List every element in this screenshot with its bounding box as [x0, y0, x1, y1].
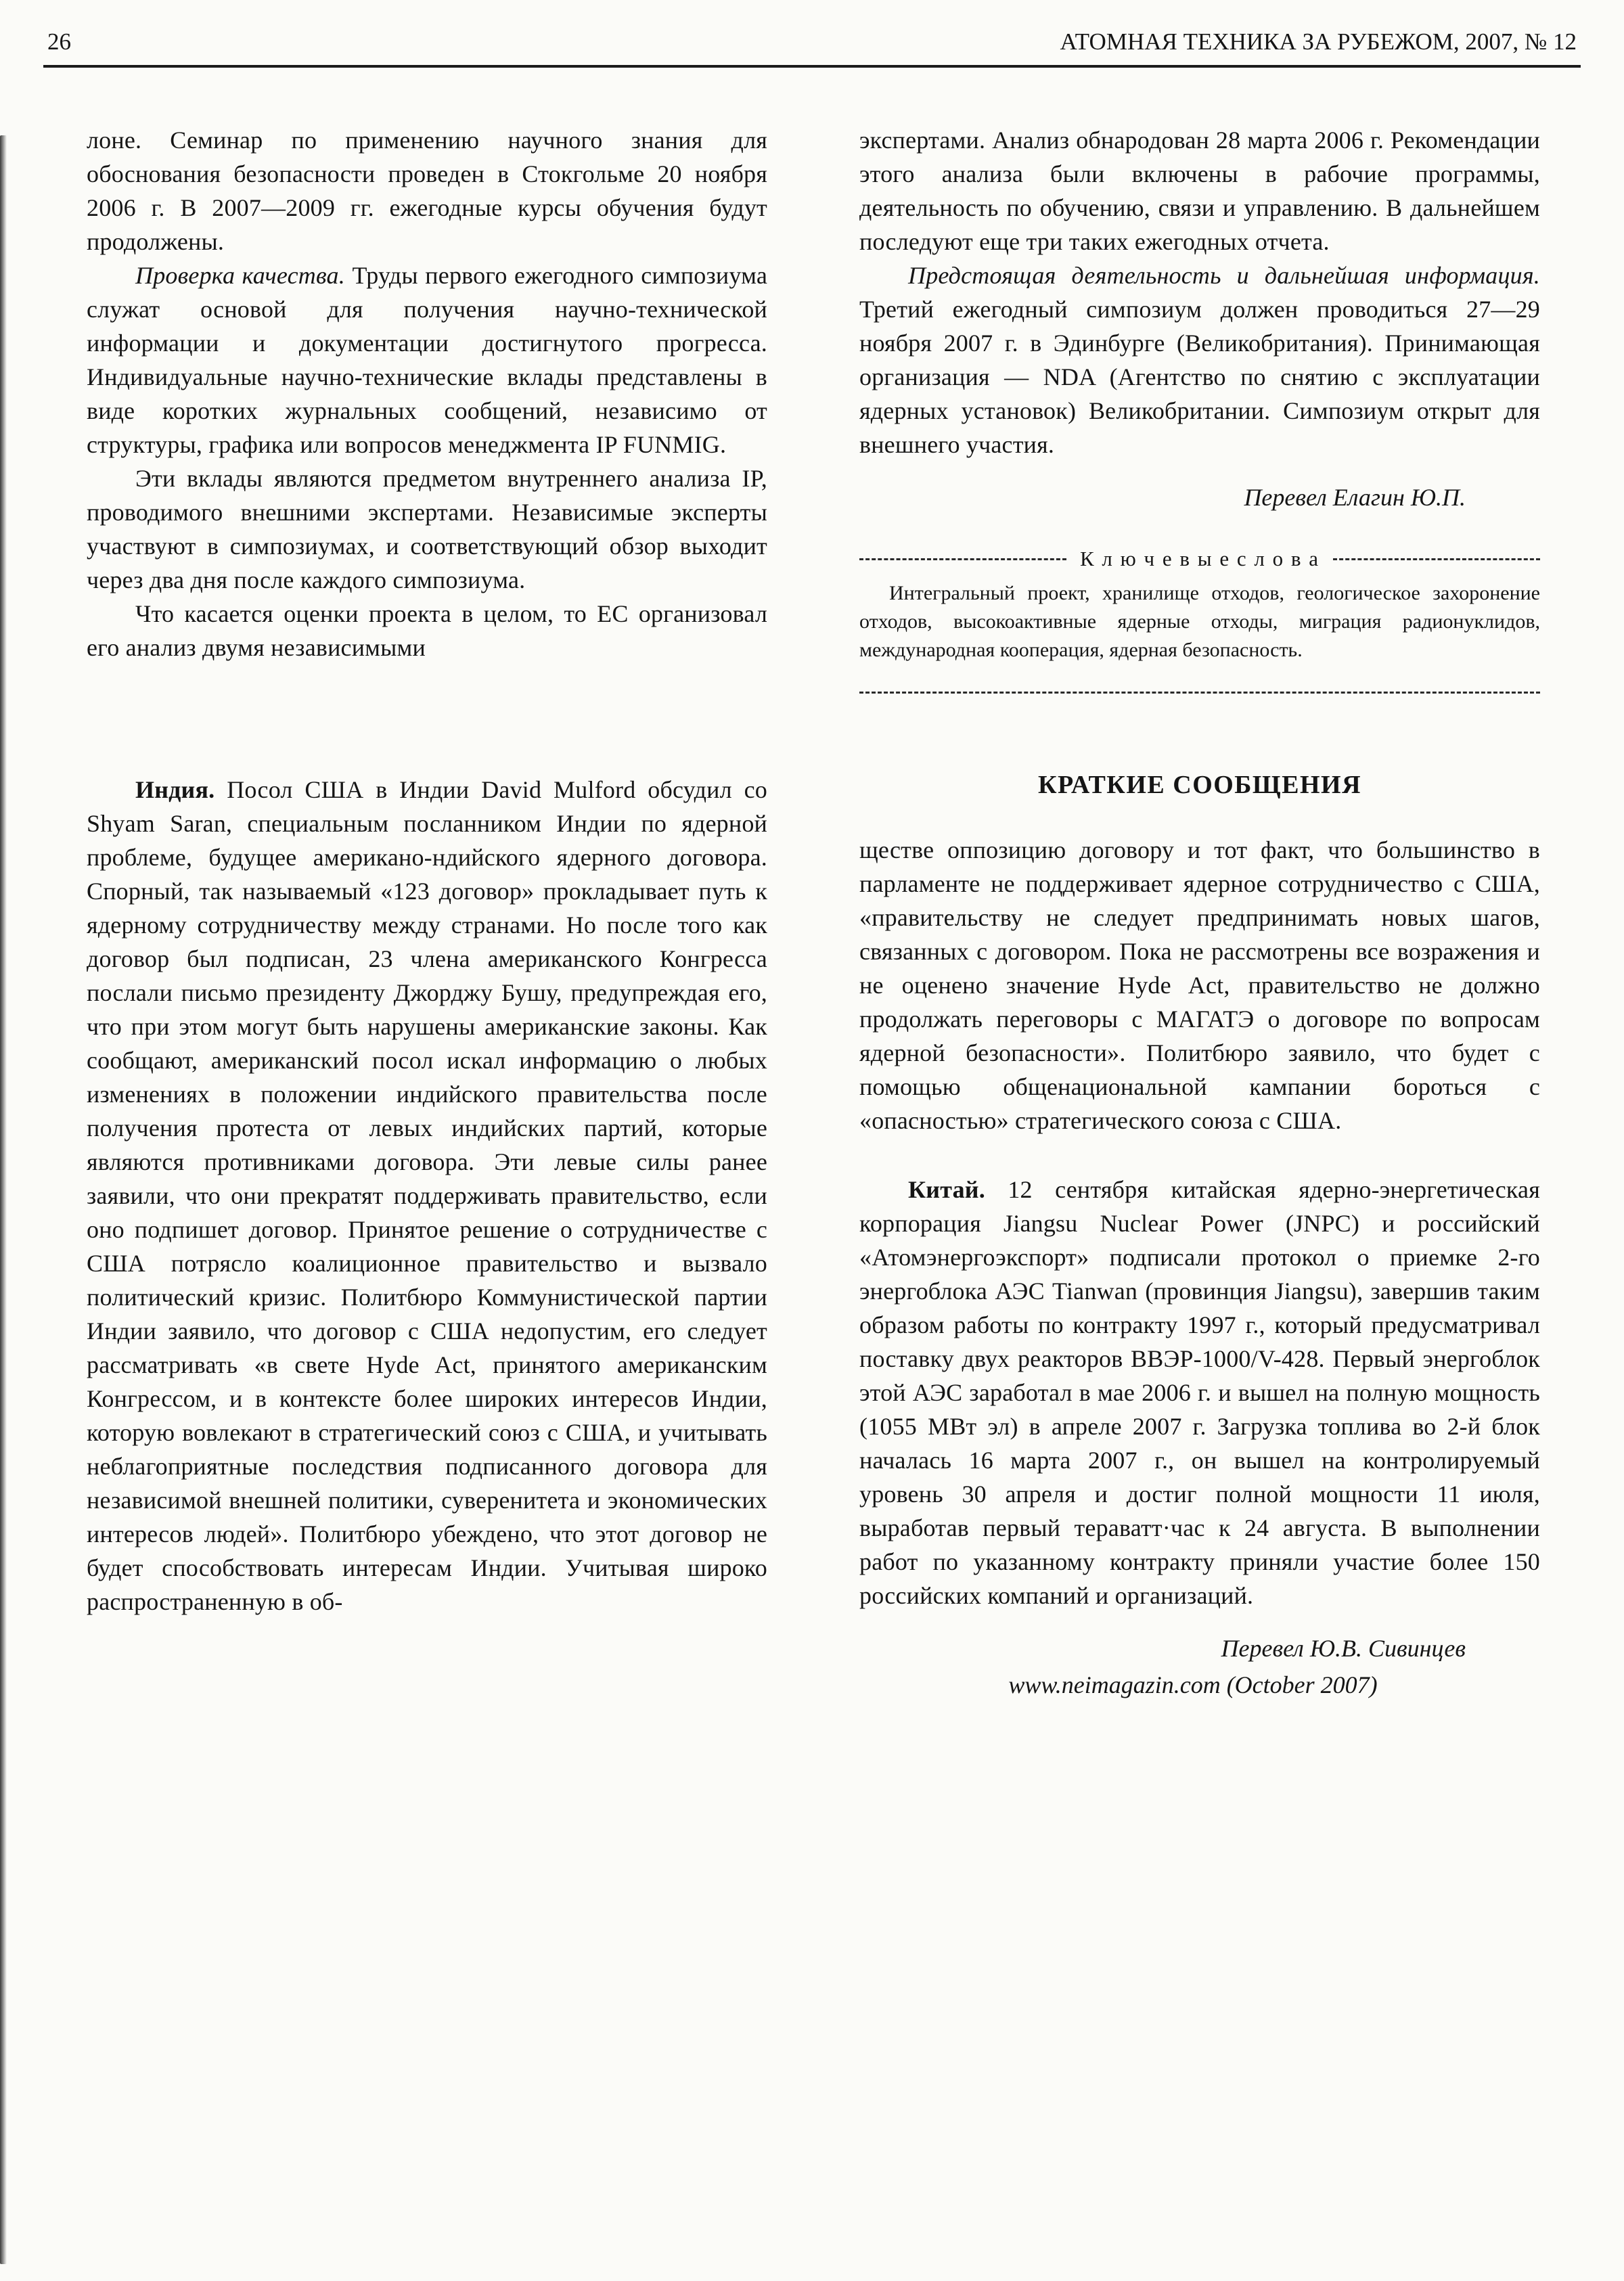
- paragraph: [859, 123, 1540, 258]
- left-column: [87, 123, 767, 1702]
- keywords-header: [859, 545, 1540, 572]
- journal-title: АТОМНАЯ ТЕХНИКА ЗА РУБЕЖОМ, 2007, № 12: [1060, 28, 1577, 55]
- paragraph-text: лоне. Семинар по применению научного знания для обоснования безопасности проведен в Стокгольме 20 ноября 2006 г. В 2007—2009 гг. ежегодные курсы обучения будут продолжены.: [87, 127, 767, 255]
- paragraph-lead: Проверка качества.: [135, 262, 345, 289]
- dash-line: [1333, 558, 1540, 560]
- right-column: [859, 123, 1540, 1702]
- dash-line: [859, 558, 1066, 560]
- page-header: [0, 0, 1624, 55]
- paragraph-text: 12 сентября китайская ядерно-энергетическая корпорация Jiangsu Nuclear Power (JNPC) и российский «Атомэнергоэкспорт» подписали протокол о приемке 2-го энергоблока АЭС Tianwan (провинция Jiangsu), завершив таким образом работы по контракту 1997 г., который предусматривал поставку двух реакторов ВВЭР-1000/V-428. Первый энергоблок этой АЭС заработал в мае 2006 г. и вышел на полную мощность (1055 МВт эл) в апреле 2007 г. Загрузка топлива во 2-й блок началась 16 марта 2007 г., он вышел на контролируемый уровень 30 апреля и достиг полной мощности 11 июля, выработав первый тераватт·час к 24 августа. В выполнении работ по указанному контракту приняли участие более 150 российских компаний и организаций.: [859, 1176, 1540, 1609]
- keywords-block: [859, 545, 1540, 694]
- scan-edge-artifact: [0, 135, 7, 2264]
- paragraph-text: ществе оппозицию договору и тот факт, что большинство в парламенте не поддерживает ядерное сотрудничество с США, «правительству не следует предпринимать новых шагов, связанных с договором. Пока не рассмотрены все возражения и не оценено значение Hyde Act, правительство не должно продолжать переговоры с МАГАТЭ о договоре по вопросам ядерной безопасности». Политбюро заявило, что будет с помощью общенациональной кампании бороться с «опасностью» стратегического союза с США.: [859, 836, 1540, 1134]
- keywords-divider: [859, 692, 1540, 694]
- paragraph: [87, 461, 767, 597]
- translator-line: Перевел Елагин Ю.П.: [1244, 484, 1466, 511]
- paragraph-lead: Предстоящая деятельность и дальнейшая информация.: [908, 262, 1540, 289]
- translator-line: Перевел Ю.В. Сивинцев: [1221, 1635, 1466, 1662]
- paragraph: [87, 773, 767, 1619]
- paragraph: [859, 1173, 1540, 1612]
- paragraph-text: Эти вклады являются предметом внутреннего анализа IP, проводимого внешними экспертами. Независимые эксперты участвуют в симпозиумах, и соответствующий обзор выходит через два дня после каждого симпозиума.: [87, 465, 767, 593]
- keywords-text: Интегральный проект, хранилище отходов, геологическое захоронение отходов, высокоактивные ядерные отходы, миграция радионуклидов, международная кооперация, ядерная безопасность.: [859, 582, 1540, 661]
- paragraph: [87, 597, 767, 664]
- paragraph: [859, 833, 1540, 1137]
- source-line: www.neimagazin.com (October 2007): [1008, 1671, 1378, 1698]
- paragraph: [859, 258, 1540, 461]
- page-number: 26: [47, 28, 71, 55]
- paragraph-text: Третий ежегодный симпозиум должен проводиться 27—29 ноября 2007 г. в Эдинбурге (Великобритания). Принимающая организация — NDA (Агентство по снятию с эксплуатации ядерных установок) Великобритании. Симпозиум открыт для внешнего участия.: [859, 296, 1540, 458]
- paragraph: [87, 123, 767, 258]
- keywords-title: К л ю ч е в ы е с л о в а: [1080, 547, 1320, 570]
- paragraph: [87, 258, 767, 461]
- content-columns: [0, 68, 1624, 1702]
- paragraph-lead: Индия.: [135, 776, 215, 803]
- paragraph-text: Что касается оценки проекта в целом, то ЕС организовал его анализ двумя независимыми: [87, 600, 767, 661]
- paragraph-text: Труды первого ежегодного симпозиума служат основой для получения научно-технической информации и документации достигнутого прогресса. Индивидуальные научно-технические вклады представлены в виде коротких журнальных сообщений, независимо от структуры, графика или вопросов менеджмента IP FUNMIG.: [87, 262, 768, 458]
- paragraph-text: экспертами. Анализ обнародован 28 марта 2006 г. Рекомендации этого анализа были включены в рабочие программы, деятельность по обучению, связи и управлению. В дальнейшем последуют еще три таких ежегодных отчета.: [859, 127, 1540, 255]
- section-heading: КРАТКИЕ СООБЩЕНИЯ: [1037, 771, 1362, 799]
- paragraph-lead: Китай.: [908, 1176, 985, 1203]
- paragraph-text: Посол США в Индии David Mulford обсудил со Shyam Saran, специальным посланником Индии по ядерной проблеме, будущее американо-ндийского ядерного договора. Спорный, так называемый «123 договор» прокладывает путь к ядерному сотрудничеству между странами. Но после того как договор был подписан, 23 члена американского Конгресса послали письмо президенту Джорджу Бушу, предупреждая его, что при этом могут быть нарушены американские законы. Как сообщают, американский посол искал информацию о любых изменениях в положении индийского правительства после получения протеста от левых индийских партий, которые являются противниками договора. Эти левые силы ранее заявили, что они прекратят поддерживать правительство, если оно подпишет договор. Принятое решение о сотрудничестве с США потрясло коалиционное правительство и вызвало политический кризис. Политбюро Коммунистической партии Индии заявило, что договор с США недопустим, его следует рассматривать «в свете Hyde Act, принятого американским Конгрессом, и в контексте более широких интересов Индии, которую вовлекают в стратегический союз с США, и учитывать неблагоприятные последствия подписанного договора для независимой внешней политики, суверенитета и экономических интересов людей». Политбюро убеждено, что этот договор не будет способствовать интересам Индии. Учитывая широко распространенную в об-: [87, 776, 767, 1615]
